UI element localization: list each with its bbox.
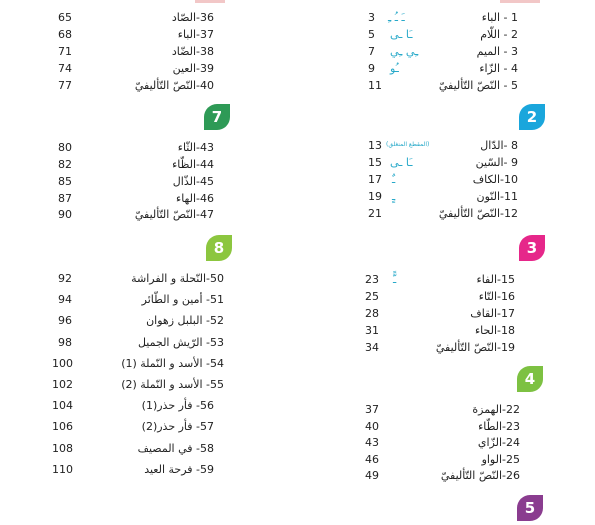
toc-entry[interactable] (368, 44, 518, 60)
page-number: 15 (368, 156, 382, 169)
lesson-title: 37-الباء (177, 28, 214, 41)
toc-entry[interactable] (52, 462, 214, 478)
page-number: 19 (368, 190, 382, 203)
page-number: 34 (365, 341, 379, 354)
toc-entry[interactable] (58, 61, 214, 77)
toc-entry[interactable] (365, 289, 515, 305)
lesson-title: 22-الهمزة (472, 403, 520, 416)
letter-forms: ـٍ (392, 190, 396, 203)
top-strip-right (500, 0, 540, 3)
page-number: 110 (52, 463, 73, 476)
page-number: 94 (58, 293, 72, 306)
page-number: 104 (52, 399, 73, 412)
page-number: 11 (368, 79, 382, 92)
toc-entry[interactable] (368, 138, 518, 154)
letter-forms: ـٌ (392, 173, 396, 186)
toc-entry[interactable] (365, 306, 515, 322)
unit-badge-3: 3 (519, 235, 545, 261)
toc-entry[interactable] (52, 419, 214, 435)
lesson-title: 25-الواو (481, 453, 520, 466)
lesson-title: 1 - الباء (481, 11, 518, 24)
toc-entry[interactable] (58, 10, 214, 26)
page-number: 77 (58, 79, 72, 92)
toc-entry[interactable] (368, 27, 518, 43)
lesson-title: 11-النّون (476, 190, 518, 203)
page-number: 74 (58, 62, 72, 75)
toc-entry[interactable] (58, 174, 214, 190)
page-number: 68 (58, 28, 72, 41)
toc-entry[interactable] (365, 452, 520, 468)
page-number: 5 (368, 28, 375, 41)
page-number: 71 (58, 45, 72, 58)
toc-entry[interactable] (365, 419, 520, 435)
toc-entry[interactable] (58, 157, 214, 173)
toc-entry[interactable] (368, 172, 518, 188)
toc-entry[interactable] (52, 398, 214, 414)
lesson-title: 17-القاف (470, 307, 515, 320)
toc-entry[interactable] (58, 78, 214, 94)
lesson-title: 23-الطّاء (478, 420, 520, 433)
toc-entry[interactable] (365, 340, 515, 356)
lesson-title: 47-النّصّ التّأليفيّ (134, 208, 214, 221)
lesson-title: 44-الظّاء (172, 158, 214, 171)
letter-forms: ـِي ـِي (390, 45, 419, 58)
lesson-title: 59- فرحة العيد (144, 463, 214, 476)
toc-entry[interactable] (368, 206, 518, 222)
toc-entry[interactable] (58, 292, 224, 308)
letter-forms: ـَا ـى (390, 28, 413, 41)
page-number: 82 (58, 158, 72, 171)
lesson-title: 5 - النّصّ التّأليفيّ (438, 79, 518, 92)
toc-entry[interactable] (368, 78, 518, 94)
toc-entry[interactable] (58, 27, 214, 43)
page-number: 31 (365, 324, 379, 337)
page-number: 92 (58, 272, 72, 285)
lesson-title: 43-الثّاء (177, 141, 214, 154)
lesson-title: 39-العين (172, 62, 214, 75)
page-number: 49 (365, 469, 379, 482)
page-number: 96 (58, 314, 72, 327)
lesson-title: 2 - اللّام (480, 28, 518, 41)
lesson-title: 15-الفاء (476, 273, 515, 286)
letter-forms: ـَا ـى (390, 156, 413, 169)
lesson-title: 58- في المصيف (137, 442, 214, 455)
lesson-title: 51- أمين و الطّائر (141, 293, 224, 306)
page-number: 65 (58, 11, 72, 24)
toc-entry[interactable] (365, 272, 515, 288)
page-number: 37 (365, 403, 379, 416)
lesson-title: 46-الهاء (176, 192, 214, 205)
section-note: (المقطع المنغلق) (386, 141, 430, 148)
lesson-title: 16-التّاء (478, 290, 515, 303)
lesson-title: 45-الذّال (172, 175, 214, 188)
page-number: 40 (365, 420, 379, 433)
lesson-title: 19-النّصّ التّأليفيّ (435, 341, 515, 354)
letter-forms: ـُو (390, 62, 399, 75)
unit-badge-7: 7 (204, 104, 230, 130)
lesson-title: 40-النّصّ التّأليفيّ (134, 79, 214, 92)
toc-entry[interactable] (58, 140, 214, 156)
toc-entry[interactable] (52, 356, 224, 372)
toc-entry[interactable] (58, 335, 224, 351)
toc-entry[interactable] (368, 189, 518, 205)
lesson-title: 54- الأسد و النّملة (1) (121, 357, 224, 370)
page-number: 102 (52, 378, 73, 391)
lesson-title: 8 -الدّال (480, 139, 518, 152)
lesson-title: 52- البلبل زهوان (146, 314, 224, 327)
page-number: 25 (365, 290, 379, 303)
page-number: 80 (58, 141, 72, 154)
letter-forms: ـًّ (393, 273, 397, 286)
toc-entry[interactable] (365, 468, 520, 484)
toc-entry[interactable] (58, 44, 214, 60)
lesson-title: 24-الزّاي (477, 436, 520, 449)
lesson-title: 9 -السّين (475, 156, 518, 169)
lesson-title: 4 - الزّاء (479, 62, 518, 75)
page-number: 98 (58, 336, 72, 349)
page-number: 13 (368, 139, 382, 152)
top-strip-left (195, 0, 225, 3)
page-number: 7 (368, 45, 375, 58)
page-number: 21 (368, 207, 382, 220)
lesson-title: 12-النّصّ التّأليفيّ (438, 207, 518, 220)
toc-entry[interactable] (58, 191, 214, 207)
page-number: 108 (52, 442, 73, 455)
page-number: 87 (58, 192, 72, 205)
lesson-title: 50-النّحلة و الفراشة (131, 272, 224, 285)
lesson-title: 26-النّصّ التّأليفيّ (440, 469, 520, 482)
toc-entry[interactable] (365, 402, 520, 418)
page-number: 43 (365, 436, 379, 449)
unit-badge-2: 2 (519, 104, 545, 130)
toc-entry[interactable] (368, 10, 518, 26)
toc-entry[interactable] (58, 313, 224, 329)
toc-entry[interactable] (365, 435, 520, 451)
page-number: 106 (52, 420, 73, 433)
lesson-title: 56- فأر حذر(1) (141, 399, 214, 412)
lesson-title: 10-الكاف (472, 173, 518, 186)
page-number: 3 (368, 11, 375, 24)
page-number: 100 (52, 357, 73, 370)
lesson-title: 57- فأر حذر(2) (141, 420, 214, 433)
toc-entry[interactable] (58, 271, 224, 287)
lesson-title: 38-الضّاد (171, 45, 214, 58)
page-number: 9 (368, 62, 375, 75)
lesson-title: 36-الصّاد (171, 11, 214, 24)
toc-entry[interactable] (52, 441, 214, 457)
unit-badge-4: 4 (517, 366, 543, 392)
toc-entry[interactable] (52, 377, 224, 393)
lesson-title: 3 - الميم (476, 45, 518, 58)
page-number: 90 (58, 208, 72, 221)
page-number: 23 (365, 273, 379, 286)
page-number: 28 (365, 307, 379, 320)
page-number: 46 (365, 453, 379, 466)
page-number: 85 (58, 175, 72, 188)
toc-entry[interactable] (365, 323, 515, 339)
lesson-title: 18-الحاء (474, 324, 515, 337)
toc-entry[interactable] (58, 207, 214, 223)
toc-entry[interactable] (368, 155, 518, 171)
lesson-title: 55- الأسد و النّملة (2) (121, 378, 224, 391)
letter-forms: ـَ ـُ ـِ (388, 11, 405, 24)
unit-badge-5: 5 (517, 495, 543, 521)
toc-entry[interactable] (368, 61, 518, 77)
page-number: 17 (368, 173, 382, 186)
unit-badge-8: 8 (206, 235, 232, 261)
lesson-title: 53- الرّيش الجميل (137, 336, 224, 349)
